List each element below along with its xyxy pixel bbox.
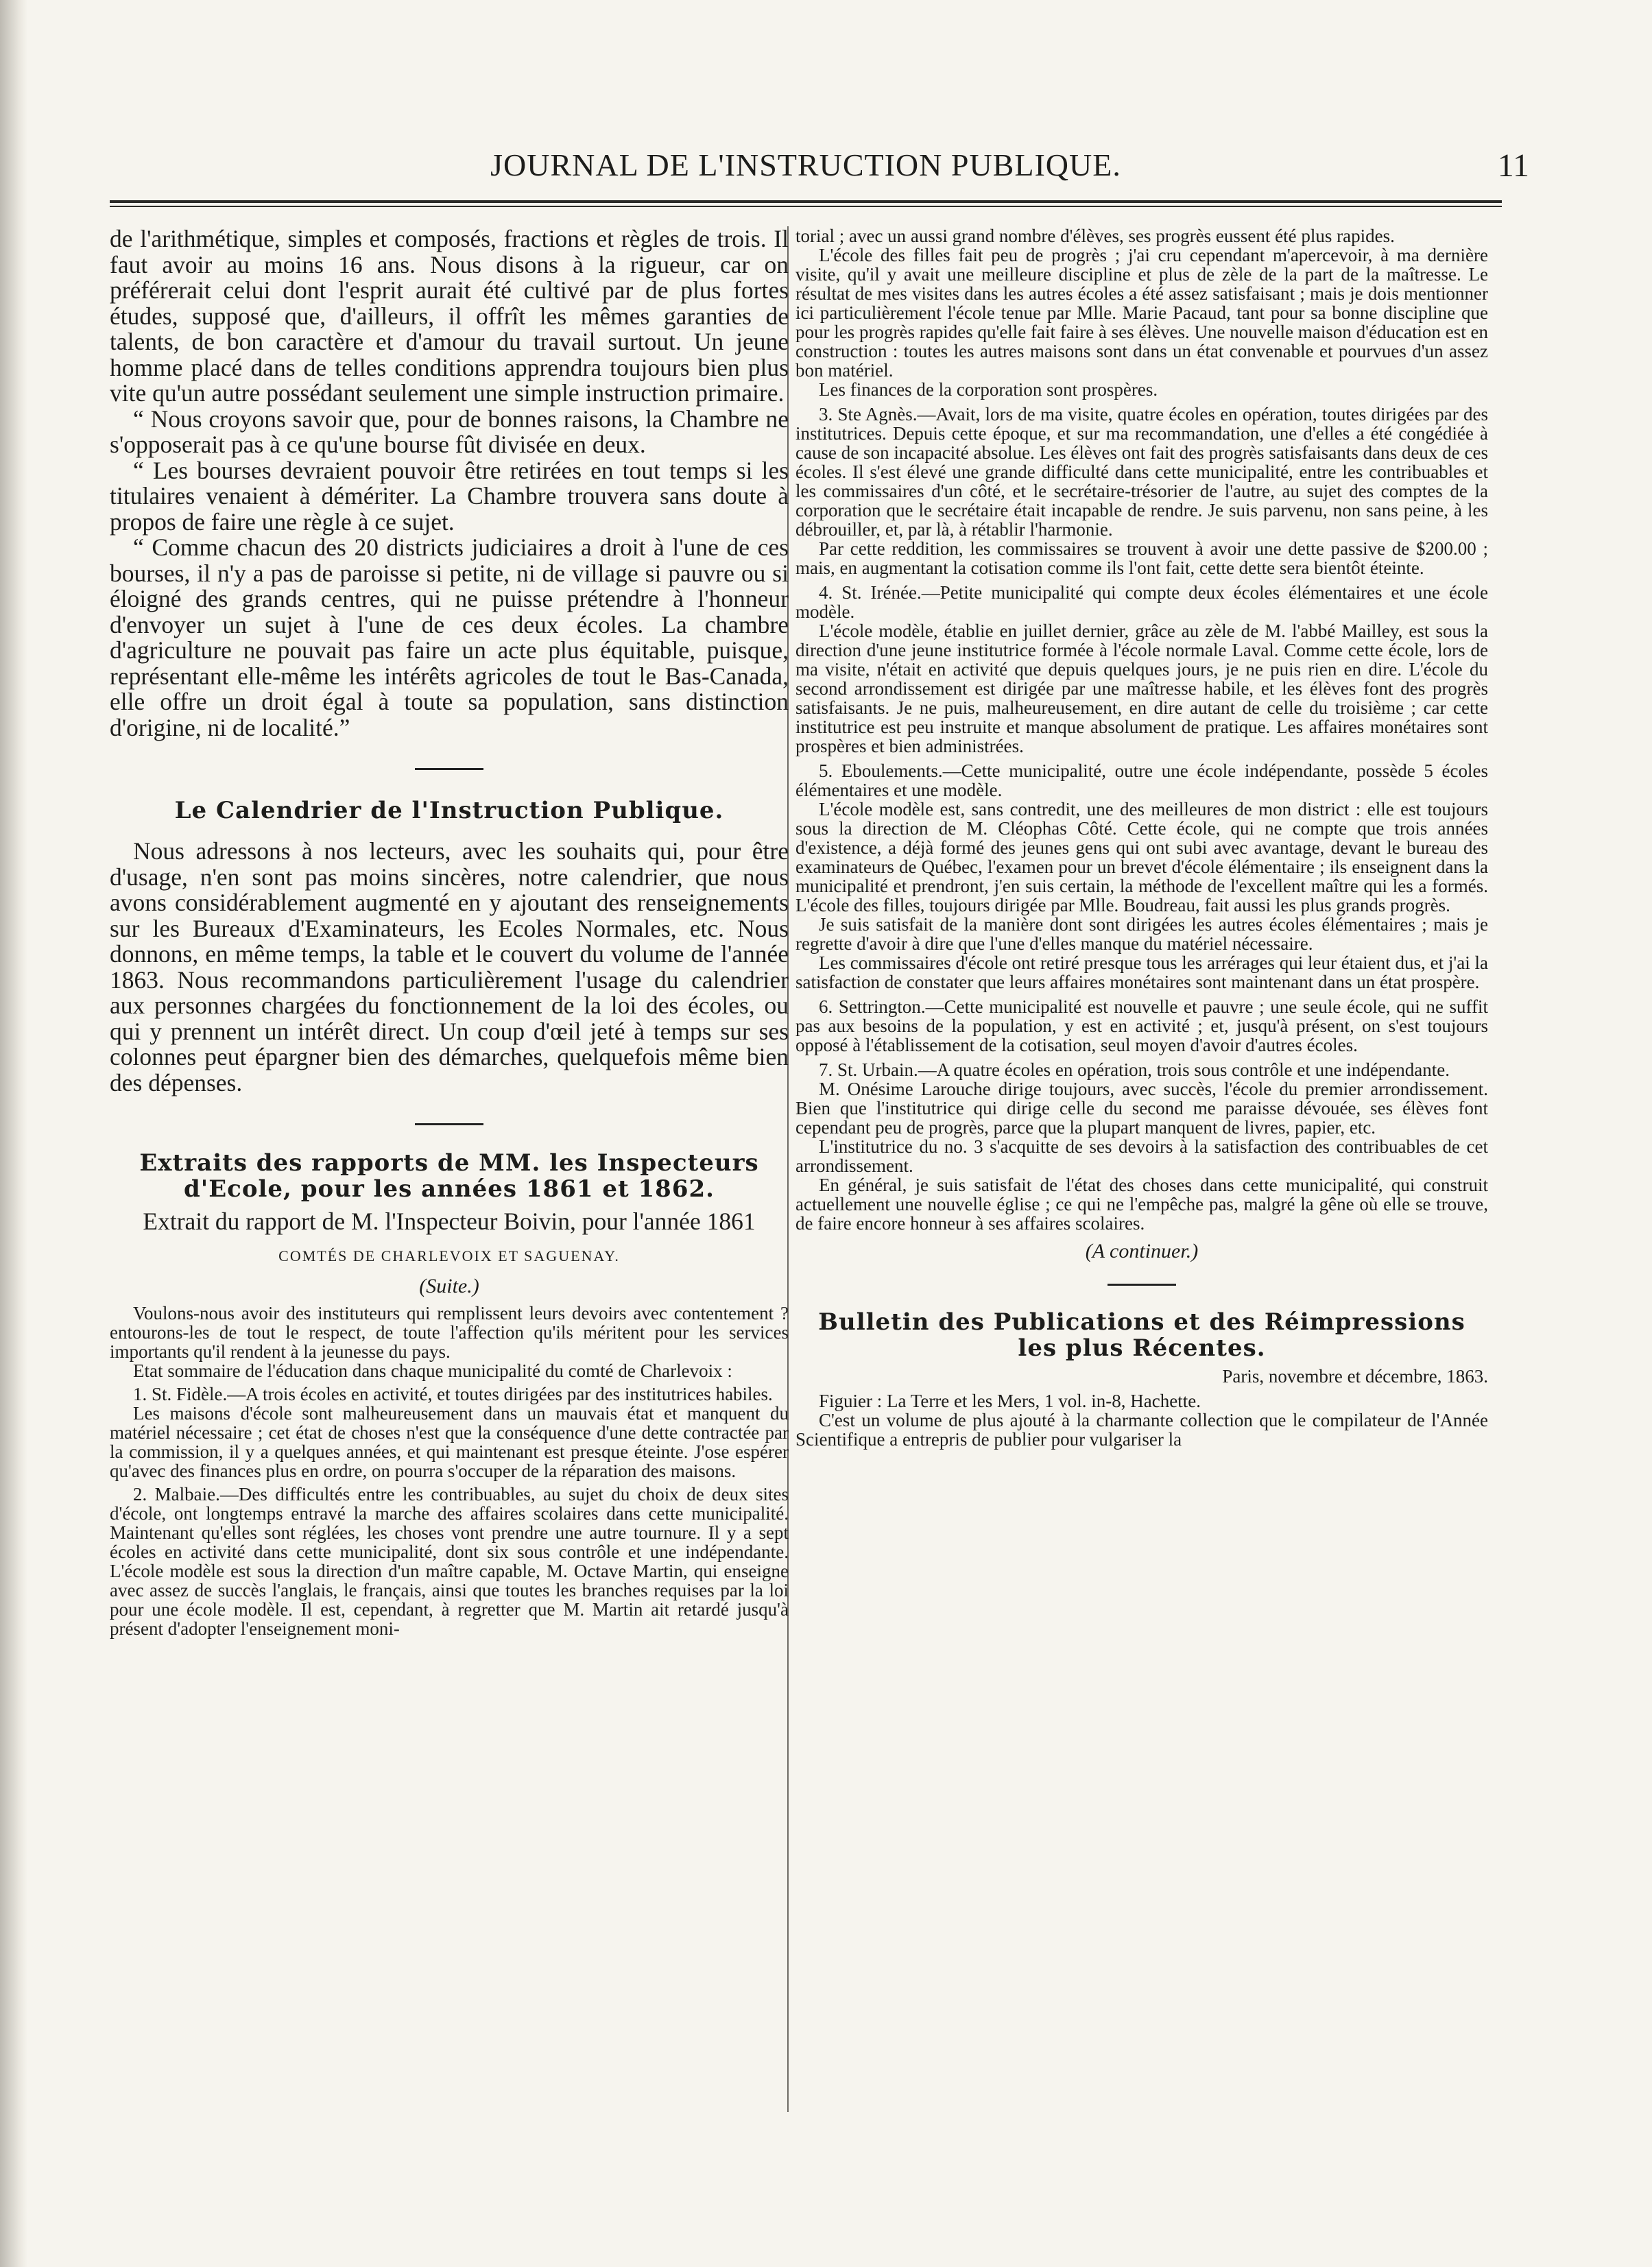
paragraph: 5. Eboulements.—Cette municipalité, outre une école indépendante, possède 5 écoles élémentaires et une modèle. [795,760,1488,800]
suite-label: (Suite.) [419,1274,479,1297]
paragraph: 4. St. Irénée.—Petite municipalité qui compte deux écoles élémentaires et une école modèle. [795,582,1488,622]
journal-title: JOURNAL DE L'INSTRUCTION PUBLIQUE. [490,147,1121,182]
page-number: 11 [1497,147,1529,184]
paragraph: 2. Malbaie.—Des difficultés entre les contribuables, au sujet du choix de deux sites d'école, ont longtemps entravé la marche des affaires scolaires dans cette municipalité. Maintenant qu'elles sont réglées, les choses vont prendre une autre tournure. Il y a sept écoles en activité dans cette municipalité, dont six sous contrôle et une indépendante. L'école modèle est sous la direction d'un maître capable, M. Octave Martin, qui enseigne avec assez de succès l'anglais, le français, ainsi que toutes les branches requises par la loi pour une école modèle. Il est, cependant, à regretter que M. Martin ait retardé jusqu'à présent d'adopter l'enseignement moni- [110,1483,789,1639]
counties-heading: COMTÉS DE CHARLEVOIX ET SAGUENAY. [278,1247,620,1264]
paragraph: M. Onésime Larouche dirige toujours, avec succès, l'école du premier arrondissement. Bien que l'institutrice qui dirige celle du second me paraisse dévouée, ses élèves font cependant peu de progrès, parce que la plupart manquent de livres, papier, etc. [795,1079,1488,1138]
page-edge-shadow [0,0,27,2267]
paragraph: L'institutrice du no. 3 s'acquitte de ses devoirs à la satisfaction des contribuables de cet arrondissement. [795,1136,1488,1176]
paragraph: 3. Ste Agnès.—Avait, lors de ma visite, quatre écoles en opération, toutes dirigées par des institutrices. Depuis cette époque, et sur ma recommandation, une d'elles a été congédiée à cause de son incapacité absolue. Les élèves ont fait des progrès satisfaisants dans deux de ces écoles. Il s'est élevé une grande difficulté dans cette municipalité, entre les contribuables et les commissaires d'un côté, et le secrétaire-trésorier de l'autre, au sujet des comptes de la corporation que le secrétaire était incapable de rendre. Je suis parvenu, non sans peine, à les débrouiller, et, par là, à rétablir l'harmonie. [795,404,1488,540]
paragraph: de l'arithmétique, simples et composés, fractions et règles de trois. Il faut avoir au moins 16 ans. Nous disons à la rigueur, car on préférerait celui dont l'esprit aurait été cultivé par de plus fortes études, supposé que, d'ailleurs, il offrît les mêmes garanties de talents, de bon caractère et d'amour du travail surtout. Un jeune homme placé dans de telles conditions apprendra toujours bien plus vite qu'un autre possédant seulement une simple instruction primaire. [110,225,789,407]
paragraph: “ Nous croyons savoir que, pour de bonnes raisons, la Chambre ne s'opposerait pas à ce qu'une bourse fût divisée en deux. [110,405,789,458]
paragraph: Par cette reddition, les commissaires se trouvent à avoir une dette passive de $200.00 ; mais, en augmentant la cotisation comme ils l'ont fait, cette dette sera bientôt éteinte. [795,538,1488,578]
paragraph: Les finances de la corporation sont prospères. [819,379,1158,400]
paragraph: Je suis satisfait de la manière dont sont dirigées les autres écoles élémentaires ; mais je regrette d'avoir à dire que l'une d'elles manque du matériel nécessaire. [795,914,1488,954]
paragraph: L'école modèle est, sans contredit, une des meilleures de mon district : elle est toujours sous la direction de M. Cléophas Côté. Cette école, qui ne compte que trois années d'existence, a déjà formé des jeunes gens qui ont subi avec avantage, devant le bureau des examinateurs de Québec, l'examen pour un brevet d'école élémentaire ; ils enseignent dans la municipalité et prendront, j'en suis certain, la méthode de l'excellent maître qui les a formés. L'école des filles, toujours dirigée par Mlle. Boudreau, fait aussi les plus grands progrès. [795,799,1488,915]
page-header [110,147,1529,188]
paragraph: Les maisons d'école sont malheureusement dans un mauvais état et manquent du matériel nécessaire ; cet état de choses n'est que la conséquence d'une dette contractée par la commission, il y a quelques années, et qui maintenant est presque éteinte. J'ose espérer qu'avec des finances plus en ordre, on pourra s'occuper de la réparation des maisons. [110,1402,789,1481]
section-title-calendar: Le Calendrier de l'Instruction Publique. [174,797,724,824]
header-rule [110,200,1502,207]
paragraph: Etat sommaire de l'éducation dans chaque municipalité du comté de Charlevoix : [133,1360,732,1381]
paragraph: 6. Settrington.—Cette municipalité est nouvelle et pauvre ; une seule école, qui ne suffit pas aux besoins de la population, y est en activité ; et, jusqu'à présent, on s'est toujours opposé à l'établissement de la cotisation, seul moyen d'avoir d'autres écoles. [795,996,1488,1055]
paragraph: 7. St. Urbain.—A quatre écoles en opération, trois sous contrôle et une indépendante. [819,1059,1450,1080]
paragraph: C'est un volume de plus ajouté à la charmante collection que le compilateur de l'Année Scientifique a entrepris de publier pour vulgariser la [795,1410,1488,1450]
paragraph: L'école des filles fait peu de progrès ; j'ai cru cependant m'apercevoir, à ma dernière visite, qu'il y avait une meilleure discipline et plus de zèle de la part de la maîtresse. Le résultat de mes visites dans les autres écoles a été assez satisfaisant ; mais je dois mentionner ici particulièrement l'école tenue par Mlle. Marie Pacaud, tant pour sa bonne discipline que pour les progrès rapides qu'elle fait faire à ses élèves. Une nouvelle maison d'éducation est en construction : toutes les autres maisons sont dans un état convenable et pourvues d'un assez bon matériel. [795,245,1488,381]
right-column [795,226,1488,1449]
paragraph: Nous adressons à nos lecteurs, avec les souhaits qui, pour être d'usage, n'en sont pas moins sincères, notre calendrier, que nous avons considérablement augmenté en y ajoutant des renseignements sur les Bureaux d'Examinateurs, les Ecoles Normales, etc. Nous donnons, en même temps, la table et le couvert du volume de l'année 1863. Nous recommandons particulièrement l'usage du calendrier aux personnes chargées du fonctionnement de la loi des écoles, ou qui y prennent un intérêt direct. Un coup d'œil jeté à temps sur ses colonnes peut épargner bien des démarches, quelquefois même bien des dépenses. [110,837,789,1096]
bulletin-date: Paris, novembre et décembre, 1863. [1222,1366,1488,1387]
paragraph: Voulons-nous avoir des instituteurs qui remplissent leurs devoirs avec contentement ? entourons-les de tout le respect, de toute l'affection qu'ils méritent pour les services importants qu'il rendent à la jeunesse du pays. [110,1302,789,1362]
report-subtitle: Extrait du rapport de M. l'Inspecteur Boivin, pour l'année 1861 [143,1208,756,1235]
paragraph: L'école modèle, établie en juillet dernier, grâce au zèle de M. l'abbé Mailley, est sous la direction d'une jeune institutrice formée à l'école normale Laval. Comme cette école, lors de ma visite, n'était en activité que depuis quelques jours, je ne puis rien en dire. L'école du second arrondissement est dirigée par une maîtresse habile, et les élèves font des progrès satisfaisants. Je ne puis, malheureusement, en dire autant de celle du troisième ; car cette institutrice est peu instruite et manque absolument de pratique. Les affaires monétaires sont prospères et bien administrées. [795,621,1488,756]
section-title-reports: Extraits des rapports de MM. les Inspecteurs d'Ecole, pour les années 1861 et 1862. [139,1149,759,1203]
paragraph: Figuier : La Terre et les Mers, 1 vol. in-8, Hachette. [819,1391,1201,1411]
paragraph: “ Les bourses devraient pouvoir être retirées en tout temps si les titulaires venaient à démériter. La Chambre trouvera sans doute à propos de faire une règle à ce sujet. [110,456,789,536]
left-column [110,226,789,1638]
paragraph: Les commissaires d'école ont retiré presque tous les arrérages qui leur étaient dus, et j'ai la satisfaction de constater que leurs affaires monétaires sont maintenant dans un état prospère. [795,952,1488,992]
paragraph: 1. St. Fidèle.—A trois écoles en activité, et toutes dirigées par des institutrices habiles. [133,1383,773,1404]
section-title-bulletin: Bulletin des Publications et des Réimpressions les plus Récentes. [818,1308,1465,1362]
paragraph: En général, je suis satisfait de l'état des choses dans cette municipalité, qui construit actuellement une nouvelle église ; ce qui ne l'empêche pas, malgré la gêne où elle se trouve, de faire encore honneur à ses affaires scolaires. [795,1175,1488,1234]
paragraph: torial ; avec un aussi grand nombre d'élèves, ses progrès eussent été plus rapides. [795,226,1395,246]
to-be-continued: (A continuer.) [1085,1240,1199,1262]
paragraph: “ Comme chacun des 20 districts judiciaires a droit à l'une de ces bourses, il n'y a pas de paroisse si petite, ni de village si pauvre ou si éloigné des grands centres, qui ne puisse prétendre à l'honneur d'envoyer un sujet à l'une de ces deux écoles. La chambre d'agriculture ne pouvait pas faire un acte plus équitable, puisque, représentant elle-même les intérêts agricoles de tout le Bas-Canada, elle offre un droit égal à toute sa population, sans distinction d'origine, ni de localité.” [110,533,789,741]
